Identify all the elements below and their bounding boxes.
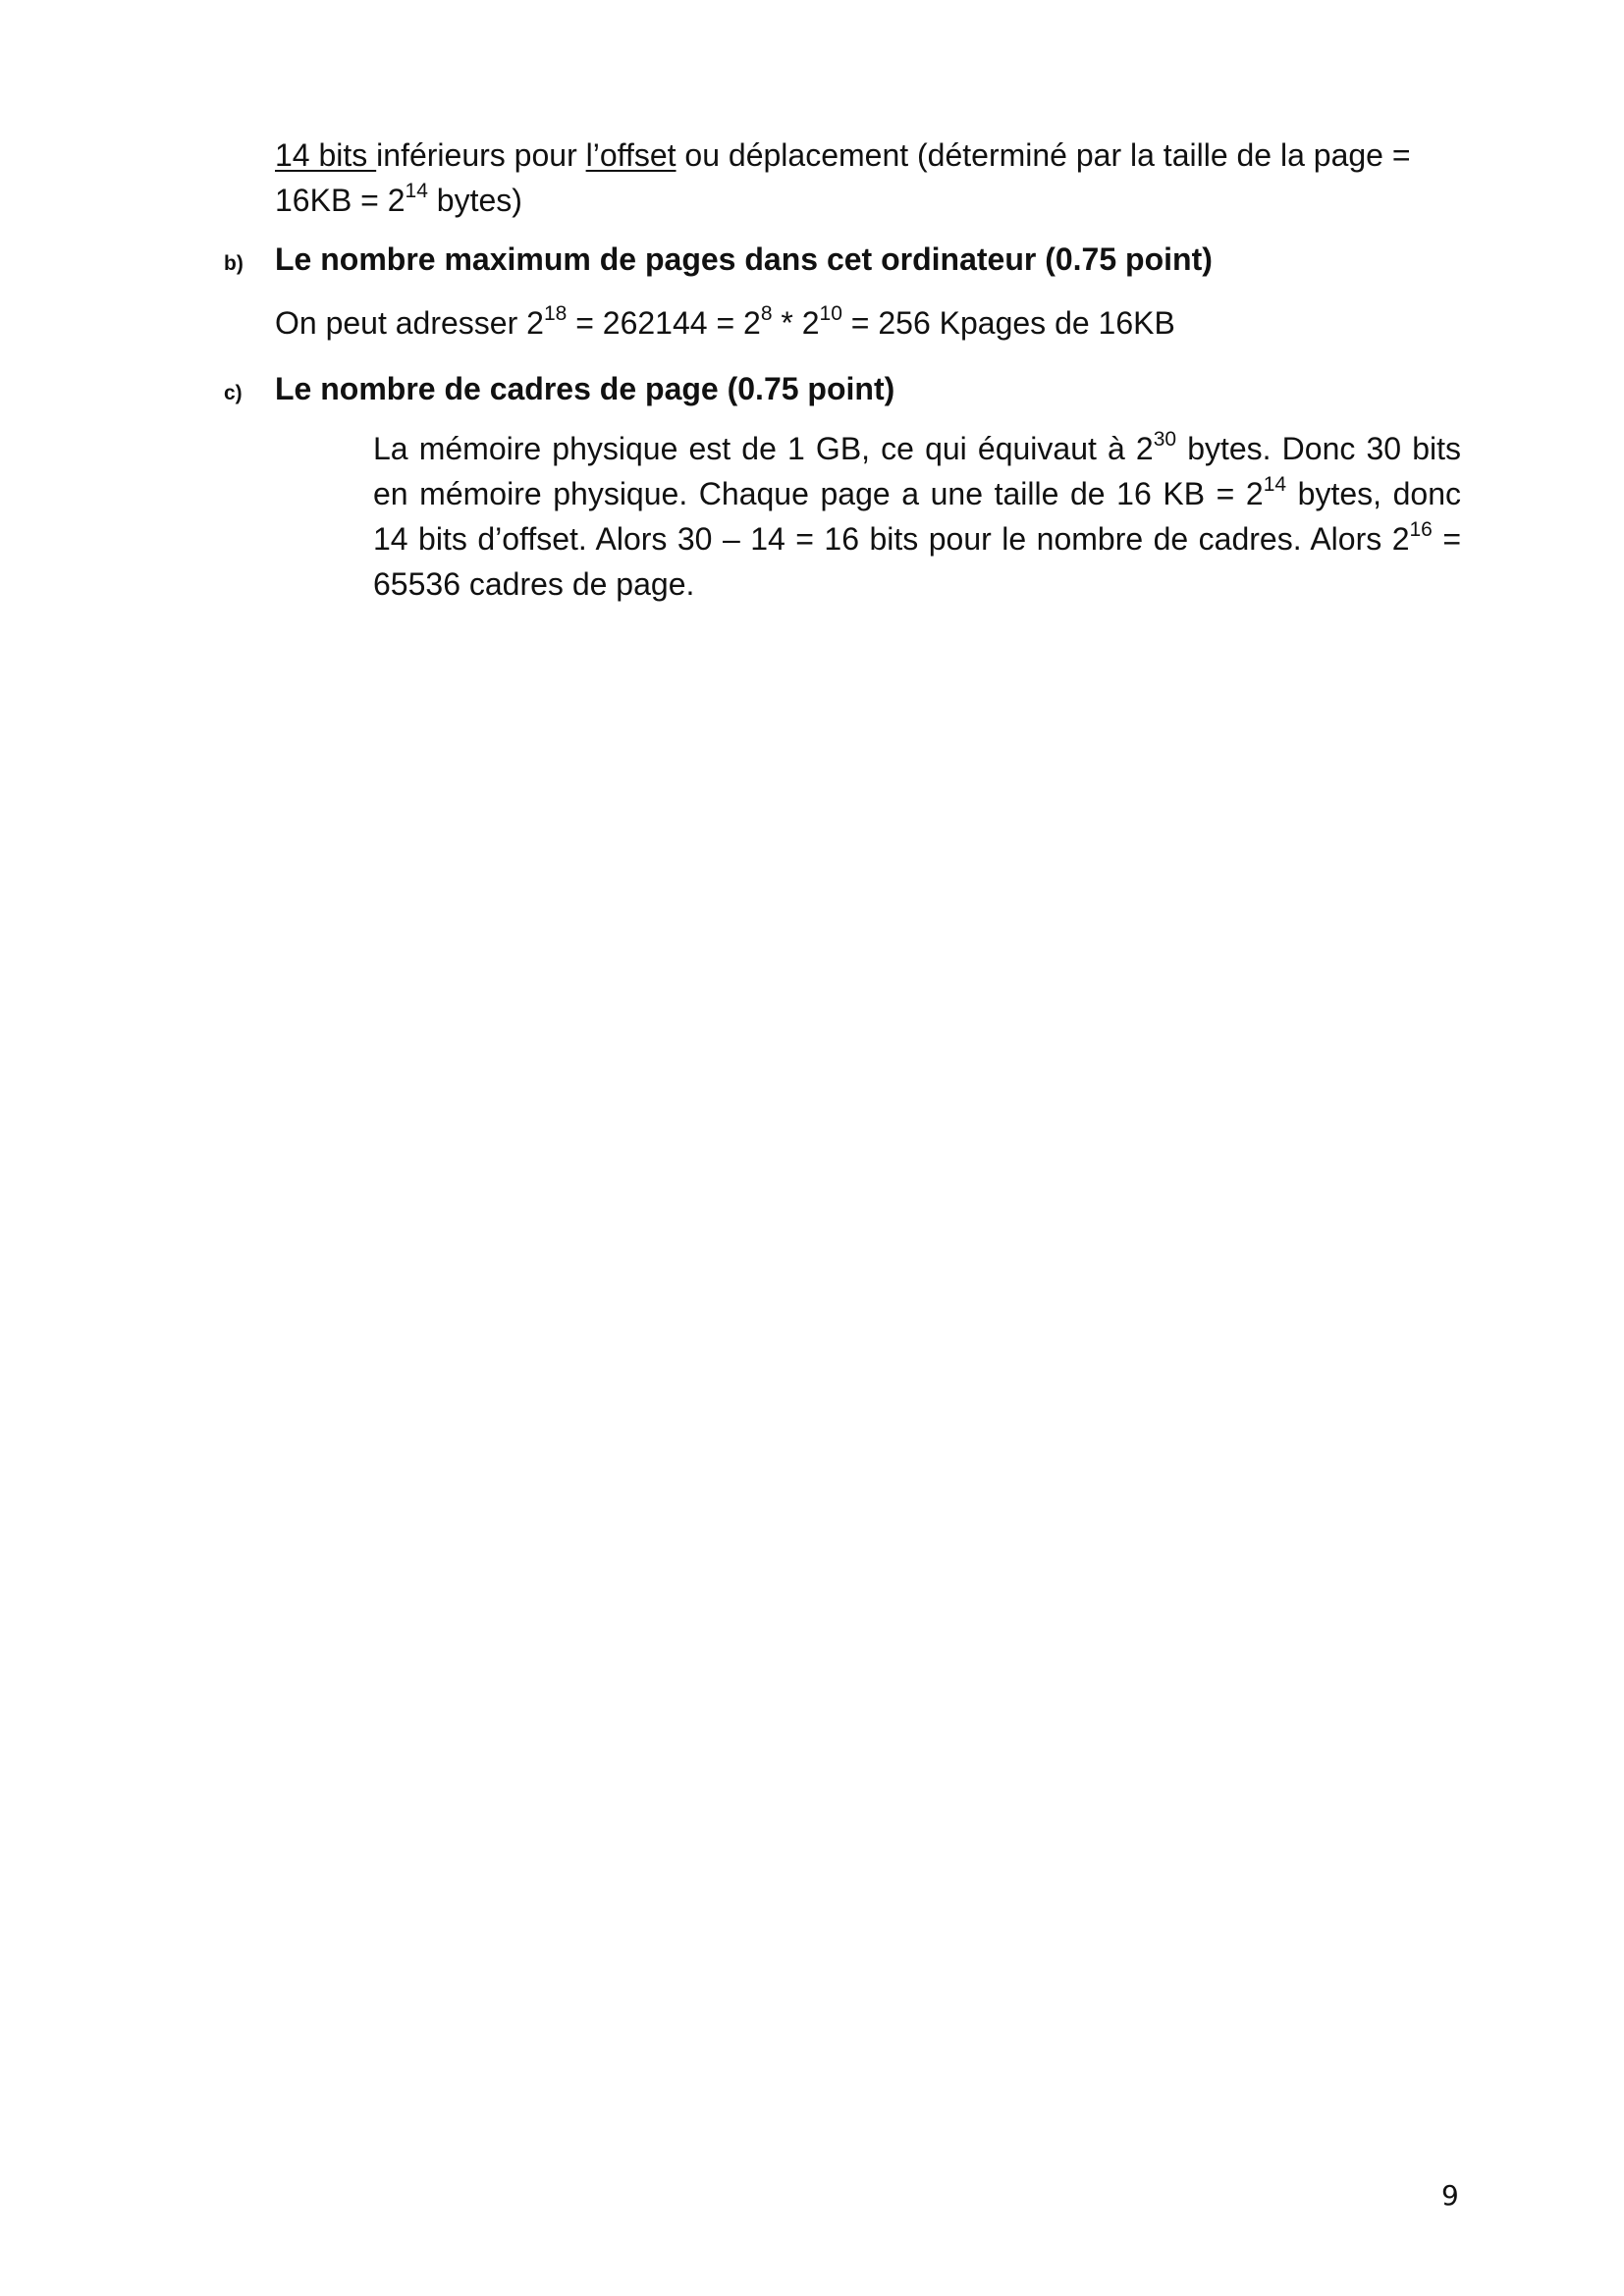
- section-b-title: Le nombre maximum de pages dans cet ordinateur (0.75 point): [275, 241, 1213, 277]
- answer-c-part4: = 65536 cadres de page.: [373, 521, 1462, 602]
- offset-explanation: [275, 133, 1463, 223]
- answer-b-exp2: 8: [760, 302, 773, 326]
- answer-b-prefix: On peut adresser 2: [275, 305, 544, 341]
- answer-b-mid2: * 2: [772, 305, 820, 341]
- size-suffix: bytes): [427, 183, 522, 218]
- answer-c-exp3: 16: [1409, 518, 1433, 542]
- answer-b-exp3: 10: [819, 302, 842, 326]
- answer-c-part3: bytes, donc 14 bits d’offset. Alors 30 – 14 = 16 bits pour le nombre de cadres. Alors 2: [373, 476, 1462, 557]
- section-b-marker: b): [224, 252, 244, 275]
- size-prefix: 16KB = 2: [275, 183, 406, 218]
- section-b-heading: [224, 237, 1461, 287]
- page-number: 9: [1441, 2179, 1459, 2212]
- section-c-title: Le nombre de cadres de page (0.75 point): [275, 371, 895, 406]
- offset-underlined: l’offset: [585, 137, 677, 173]
- section-c-answer: [373, 426, 1461, 607]
- after-offset-text: ou déplacement (déterminé par la taille de la page =: [676, 137, 1411, 173]
- answer-c-exp2: 14: [1263, 473, 1287, 497]
- answer-b-exp1: 18: [543, 302, 568, 326]
- answer-b-suffix: = 256 Kpages de 16KB: [841, 305, 1175, 341]
- section-c-heading: [224, 366, 1461, 416]
- answer-c-exp1: 30: [1153, 428, 1177, 452]
- bits-underlined: 14 bits: [275, 137, 377, 173]
- after-bits-text: inférieurs pour: [376, 137, 586, 173]
- section-c-marker: c): [224, 382, 243, 404]
- section-b-answer: [275, 300, 1463, 346]
- answer-c-part1: La mémoire physique est de 1 GB, ce qui équivaut à 2: [373, 431, 1154, 466]
- size-exponent: 14: [405, 180, 428, 203]
- answer-c-part2: bytes. Donc 30 bits en mémoire physique. Chaque page a une taille de 16 KB = 2: [373, 431, 1462, 511]
- answer-b-mid1: = 262144 = 2: [567, 305, 761, 341]
